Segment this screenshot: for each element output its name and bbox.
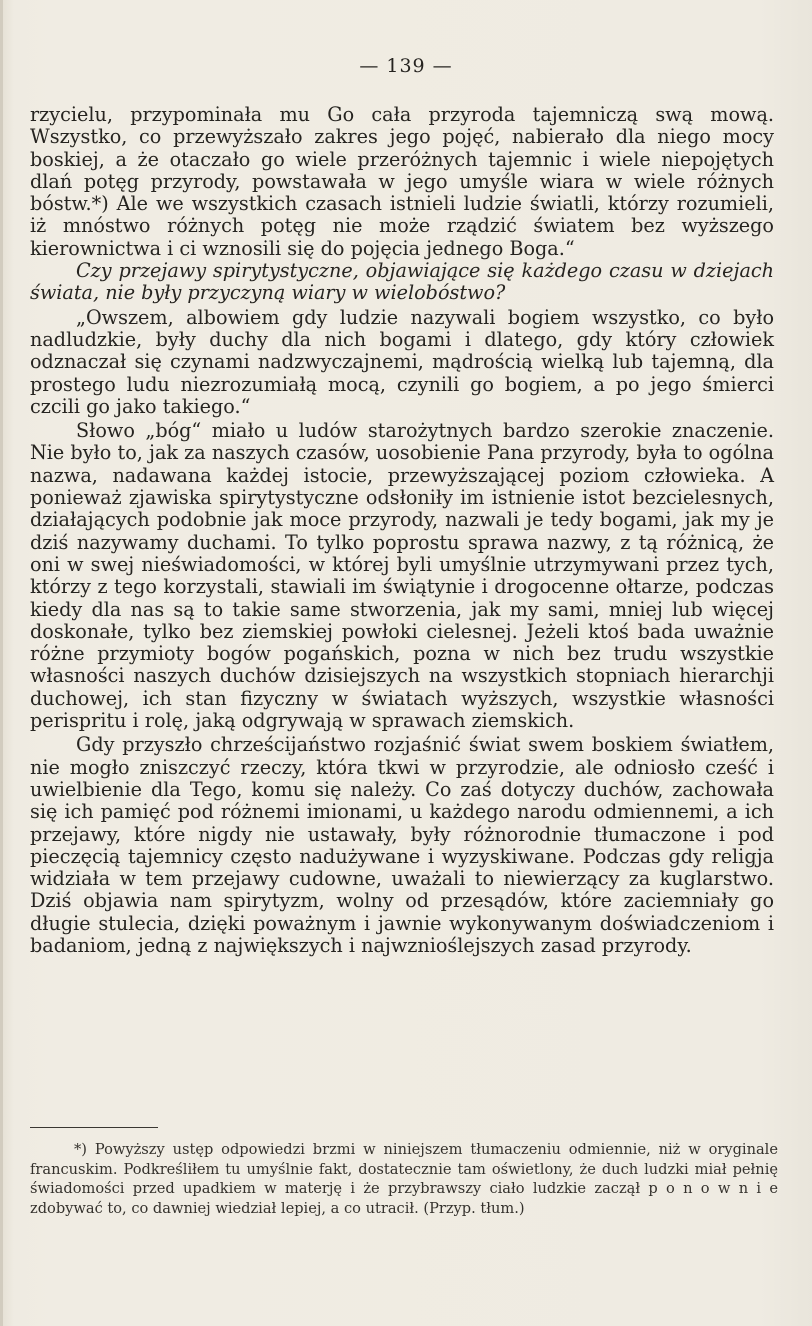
main-text [30, 104, 774, 957]
footnote: *) Powyższy ustęp odpowiedzi brzmi w niniejszem tłumaczeniu odmiennie, niż w oryginale francuskim. Podkreśliłem tu umyślnie fakt, dostatecznie tam oświetlony, że duch ludzki miał pełnię świadomości przed upadkiem w materję i że przybrawszy ciało ludzkie zaczął p o n o w n i e zdobywać to, co dawniej wiedział lepiej, a co utracił. (Przyp. tłum.) [30, 1141, 778, 1217]
paragraph-continuation: rzycielu, przypominała mu Go cała przyroda tajemniczą swą mową. Wszystko, co przewyższało zakres jego pojęć, nabierało dla niego mocy boskiej, a że otaczało go wiele przeróżnych tajemnic i wiele niepojętych dlań potęg przyrody, powstawała w jego umyśle wiara w wiele różnych bóstw.*) Ale we wszystkich czasach istnieli ludzie światli, którzy rozumieli, iż mnóstwo różnych potęg nie może rządzić światem bez wyższego kierownictwa i ci wznosili się do pojęcia jednego Boga.“ [30, 103, 774, 260]
footnote-separator [30, 1127, 158, 1128]
page-binding-edge [0, 0, 3, 1326]
page-number: — 139 — [359, 55, 453, 77]
paragraph-gods-meaning: Słowo „bóg“ miało u ludów starożytnych bardzo szerokie znaczenie. Nie było to, jak za naszych czasów, uosobienie Pana przyrody, była to ogólna nazwa, nadawana każdej istocie, przewyższającej poziom człowieka. A ponieważ zjawiska spirytystyczne odsłoniły im istnienie istot bezcielesnych, działających podobnie jak moce przyrody, nazwali je tedy bogami, jak my je dziś nazywamy duchami. To tylko poprostu sprawa nazwy, z tą różnicą, że oni w swej nieświadomości, w której byli umyślnie utrzymywani przez tych, którzy z tego korzystali, stawiali im świątynie i drogocenne ołtarze, podczas kiedy dla nas są to takie same stworzenia, jak my sami, mniej lub więcej doskonałe, tylko bez ziemskiej powłoki cielesnej. Jeżeli ktoś bada uważnie różne przymioty bogów pogańskich, pozna w nich bez trudu wszystkie własności naszych duchów dzisiejszych na wszystkich stopniach hierarchji duchowej, ich stan fizyczny w światach wyższych, wszystkie własności perispritu i rolę, jaką odgrywają w sprawach ziemskich. [30, 419, 774, 733]
answer-paragraph: „Owszem, albowiem gdy ludzie nazywali bogiem wszystko, co było nadludzkie, były duchy dla nich bogami i dlatego, gdy który człowiek odznaczał się czynami nadzwyczajnemi, mądrością wielką lub tajemną, dla prostego ludu niezrozumiałą mocą, czynili go bogiem, a po jego śmierci czcili go jako takiego.“ [30, 305, 774, 418]
paragraph-christianity: Gdy przyszło chrześcijaństwo rozjaśnić świat swem boskiem światłem, nie mogło zniszczyć rzeczy, która tkwi w przyrodzie, ale odniosło cześć i uwielbienie dla Tego, komu się należy. Co zaś dotyczy duchów, zachowała się ich pamięć pod różnemi imionami, u każdego narodu odmiennemi, a ich przejawy, które nigdy nie ustawały, były różnorodnie tłumaczone i pod pieczęcią tajemnicy często nadużywane i wyzyskiwane. Podczas gdy religja widziała w tem przejawy cudowne, uważali to niewierzący za kuglarstwo. Dziś objawia nam spirytyzm, wolny od przesądów, które zaciemniały go długie stulecia, dzięki poważnym i jawnie wykonywanym doświadczeniom i badaniom, jedną z największych i najwznioślejszych zasad przyrody. [30, 733, 774, 957]
question-paragraph: Czy przejawy spirytystyczne, objawiające się każdego czasu w dziejach świata, nie były przyczyną wiary w wielobóstwo? [30, 259, 774, 305]
